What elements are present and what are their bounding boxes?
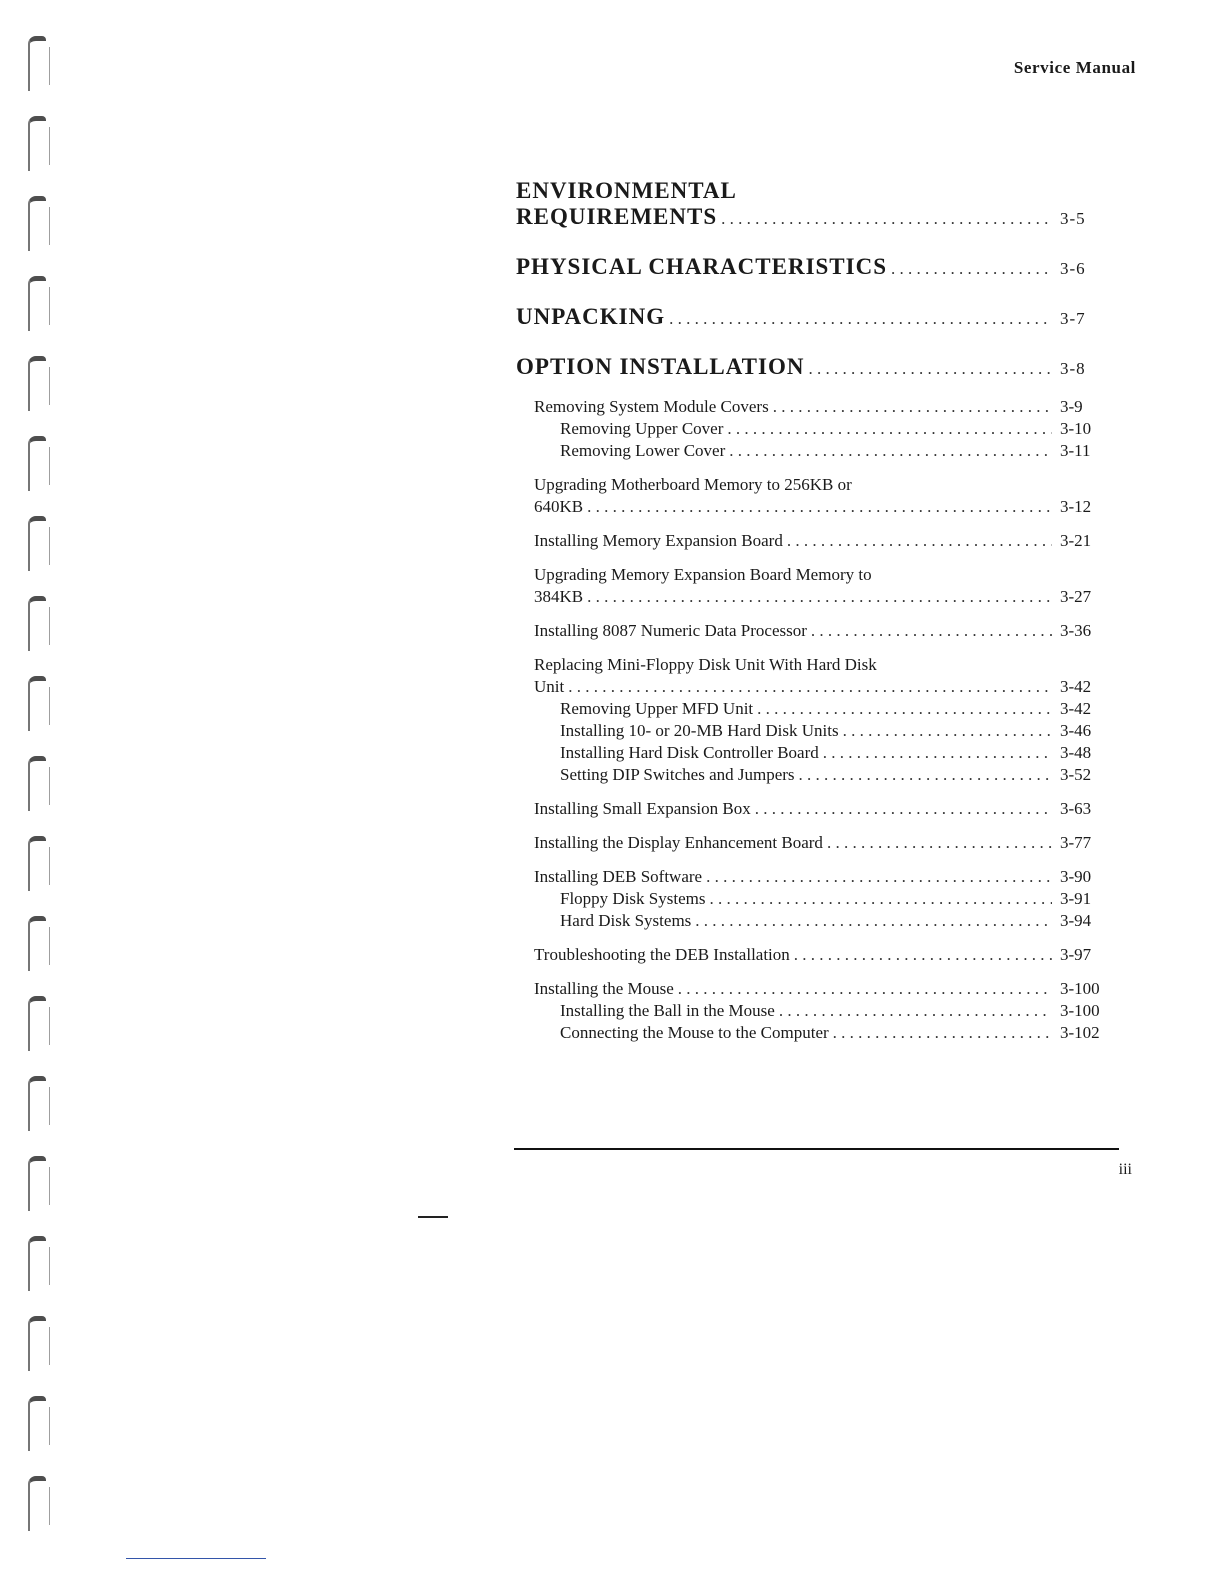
- dot-leader: [755, 798, 1052, 820]
- toc-page: 3-97: [1060, 945, 1092, 964]
- toc-page: 3-12: [1060, 497, 1092, 516]
- toc-title: Floppy Disk Systems: [560, 889, 706, 908]
- stray-mark: [126, 1558, 266, 1559]
- toc-page: 3-77: [1060, 833, 1092, 852]
- dot-leader: [891, 259, 1052, 279]
- toc-page: 3-100: [1060, 1001, 1100, 1020]
- toc-entry-installing-hdc[interactable]: [516, 742, 1104, 764]
- toc-entry-installing-meb[interactable]: [516, 530, 1104, 552]
- dot-leader: [587, 586, 1052, 608]
- toc-page: 3-36: [1060, 621, 1092, 640]
- toc-entry-installing-hd[interactable]: [516, 720, 1104, 742]
- toc-page: 3-91: [1060, 889, 1092, 908]
- toc-title: Installing the Mouse: [534, 979, 674, 998]
- toc-title: REQUIREMENTS: [516, 204, 718, 229]
- toc-entry-removing-lower[interactable]: [516, 440, 1104, 462]
- toc-entry-removing-upper[interactable]: [516, 418, 1104, 440]
- dot-leader: [709, 888, 1052, 910]
- toc-page: 3-52: [1060, 765, 1092, 784]
- dot-leader: [669, 309, 1052, 329]
- binder-ring: [28, 1156, 46, 1211]
- toc-title: Troubleshooting the DEB Installation: [534, 945, 790, 964]
- toc-entry-environmental[interactable]: [516, 204, 1104, 230]
- toc-page: 3-9: [1060, 397, 1083, 416]
- toc-title: Installing 10- or 20-MB Hard Disk Units: [560, 721, 839, 740]
- toc-page: 3-11: [1060, 441, 1091, 460]
- toc-entry-upgrading-mb[interactable]: [516, 496, 1104, 518]
- dot-leader: [729, 440, 1052, 462]
- toc-title: PHYSICAL CHARACTERISTICS: [516, 254, 887, 279]
- toc-entry-installing-deb[interactable]: [516, 832, 1104, 854]
- dot-leader: [757, 698, 1052, 720]
- toc-entry-line: Upgrading Motherboard Memory to 256KB or: [534, 475, 852, 494]
- toc-entry-unpacking[interactable]: [516, 304, 1104, 330]
- binder-ring: [28, 1476, 46, 1531]
- binder-ring: [28, 596, 46, 651]
- binder-ring: [28, 516, 46, 571]
- toc-title: Installing Memory Expansion Board: [534, 531, 783, 550]
- binder-ring: [28, 756, 46, 811]
- binder-holes: [22, 0, 56, 1584]
- toc-title: 384KB: [534, 587, 584, 606]
- dot-leader: [773, 396, 1052, 418]
- toc-title: Installing Small Expansion Box: [534, 799, 751, 818]
- binder-ring: [28, 356, 46, 411]
- toc-page: 3-46: [1060, 721, 1092, 740]
- toc-entry-removing-covers[interactable]: [516, 396, 1104, 418]
- toc-page: 3-42: [1060, 699, 1092, 718]
- toc-entry-line: Upgrading Memory Expansion Board Memory to: [534, 565, 872, 584]
- binder-ring: [28, 436, 46, 491]
- dot-leader: [706, 866, 1052, 888]
- dot-leader: [721, 209, 1052, 229]
- toc-entry-option[interactable]: [516, 354, 1104, 380]
- toc-title: Setting DIP Switches and Jumpers: [560, 765, 795, 784]
- toc-title: Installing Hard Disk Controller Board: [560, 743, 819, 762]
- binder-ring: [28, 1316, 46, 1371]
- toc-page: 3-8: [1060, 359, 1086, 378]
- toc-entry-deb-software[interactable]: [516, 866, 1104, 888]
- table-of-contents: [516, 178, 1104, 1044]
- toc-title: Connecting the Mouse to the Computer: [560, 1023, 829, 1042]
- toc-title: Removing Upper Cover: [560, 419, 724, 438]
- binder-ring: [28, 676, 46, 731]
- toc-heading-line: ENVIRONMENTAL: [516, 178, 737, 203]
- dot-leader: [843, 720, 1052, 742]
- toc-title: Installing DEB Software: [534, 867, 703, 886]
- toc-title: Unit: [534, 677, 565, 696]
- toc-entry-mouse-ball[interactable]: [516, 1000, 1104, 1022]
- toc-title: UNPACKING: [516, 304, 666, 329]
- footer-rule: [514, 1148, 1119, 1150]
- dot-leader: [678, 978, 1052, 1000]
- toc-page: 3-48: [1060, 743, 1092, 762]
- binder-ring: [28, 1236, 46, 1291]
- dot-leader: [794, 944, 1052, 966]
- toc-title: 640KB: [534, 497, 584, 516]
- binder-ring: [28, 836, 46, 891]
- dot-leader: [799, 764, 1052, 786]
- toc-page: 3-6: [1060, 259, 1086, 278]
- toc-entry-setting-dip[interactable]: [516, 764, 1104, 786]
- binder-ring: [28, 196, 46, 251]
- toc-entry-replacing-mfd[interactable]: [516, 676, 1104, 698]
- toc-entry-upgrading-meb[interactable]: [516, 586, 1104, 608]
- toc-title: Installing 8087 Numeric Data Processor: [534, 621, 807, 640]
- toc-page: 3-100: [1060, 979, 1100, 998]
- toc-entry-troubleshooting[interactable]: [516, 944, 1104, 966]
- dot-leader: [695, 910, 1052, 932]
- toc-page: 3-27: [1060, 587, 1092, 606]
- toc-entry-line: Replacing Mini-Floppy Disk Unit With Hard Disk: [534, 655, 877, 674]
- toc-entry-hard-systems[interactable]: [516, 910, 1104, 932]
- stray-mark: [418, 1216, 448, 1218]
- toc-title: Removing Lower Cover: [560, 441, 726, 460]
- toc-title: Removing Upper MFD Unit: [560, 699, 754, 718]
- toc-entry-removing-mfd[interactable]: [516, 698, 1104, 720]
- toc-title: Removing System Module Covers: [534, 397, 769, 416]
- toc-page: 3-10: [1060, 419, 1092, 438]
- toc-title: OPTION INSTALLATION: [516, 354, 805, 379]
- toc-entry-installing-seb[interactable]: [516, 798, 1104, 820]
- binder-ring: [28, 996, 46, 1051]
- binder-ring: [28, 916, 46, 971]
- dot-leader: [587, 496, 1052, 518]
- binder-ring: [28, 276, 46, 331]
- toc-page: 3-90: [1060, 867, 1092, 886]
- toc-entry-floppy-systems[interactable]: [516, 888, 1104, 910]
- toc-entry-mouse[interactable]: [516, 978, 1104, 1000]
- binder-ring: [28, 1076, 46, 1131]
- dot-leader: [833, 1022, 1052, 1044]
- toc-entry-physical[interactable]: [516, 254, 1104, 280]
- dot-leader: [823, 742, 1052, 764]
- toc-page: 3-102: [1060, 1023, 1100, 1042]
- toc-page: 3-94: [1060, 911, 1092, 930]
- dot-leader: [568, 676, 1052, 698]
- toc-page: 3-63: [1060, 799, 1092, 818]
- binder-ring: [28, 116, 46, 171]
- toc-page: 3-5: [1060, 209, 1086, 228]
- toc-entry-mouse-connect[interactable]: [516, 1022, 1104, 1044]
- dot-leader: [827, 832, 1052, 854]
- toc-title: Installing the Ball in the Mouse: [560, 1001, 775, 1020]
- toc-page: 3-42: [1060, 677, 1092, 696]
- toc-title: Hard Disk Systems: [560, 911, 692, 930]
- toc-page: 3-7: [1060, 309, 1086, 328]
- running-header: Service Manual: [1013, 58, 1136, 77]
- binder-ring: [28, 1396, 46, 1451]
- dot-leader: [779, 1000, 1052, 1022]
- dot-leader: [727, 418, 1052, 440]
- toc-title: Installing the Display Enhancement Board: [534, 833, 823, 852]
- dot-leader: [787, 530, 1052, 552]
- binder-ring: [28, 36, 46, 91]
- toc-entry-installing-8087[interactable]: [516, 620, 1104, 642]
- dot-leader: [808, 359, 1052, 379]
- toc-page: 3-21: [1060, 531, 1092, 550]
- page-number: iii: [1118, 1161, 1132, 1178]
- dot-leader: [811, 620, 1052, 642]
